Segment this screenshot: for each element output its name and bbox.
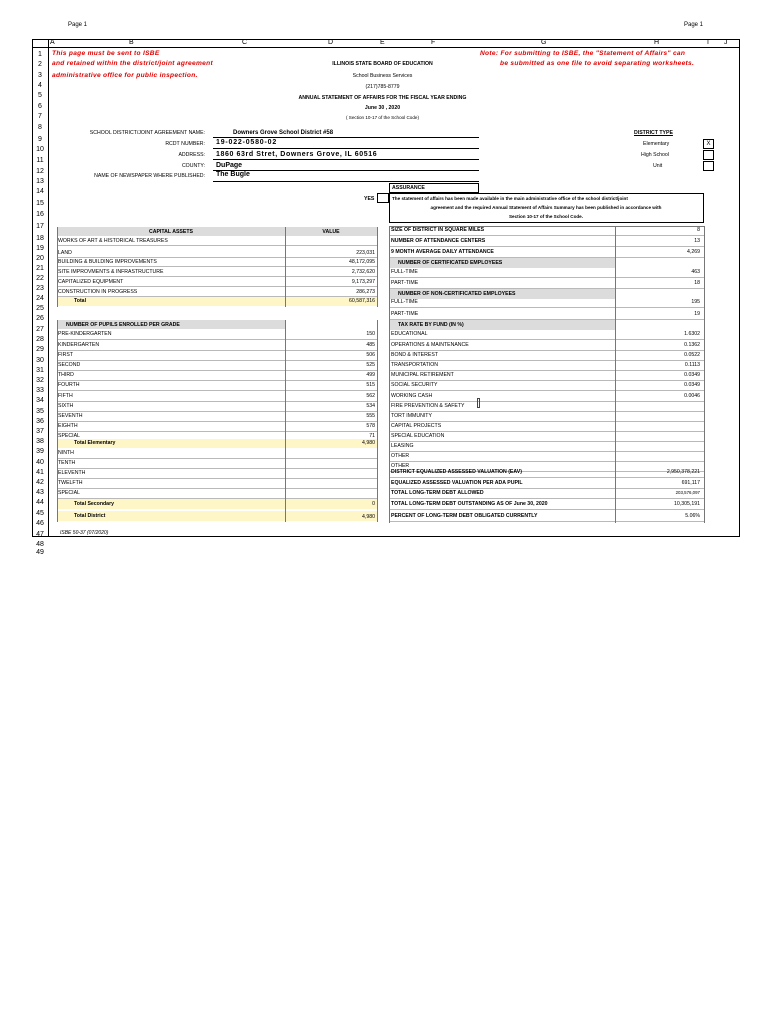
noncert-fulltime-value: 195 xyxy=(691,299,700,305)
assurance-yes-checkbox[interactable] xyxy=(377,193,389,203)
tax-rate: WORKING CASH xyxy=(391,393,433,399)
note-left-2: and retained within the district/joint agreement xyxy=(52,60,213,67)
table-row-divider xyxy=(57,468,377,469)
capital-asset-label: BUILDING & BUILDING IMPROVEMENTS xyxy=(58,259,157,265)
row-number: 39 xyxy=(36,448,44,455)
tax-rate: BOND & INTEREST xyxy=(391,352,438,358)
row-number: 28 xyxy=(36,336,44,343)
district-name: Downers Grove School District #58 xyxy=(233,130,334,136)
row-number: 15 xyxy=(36,200,44,207)
column-divider xyxy=(57,227,58,307)
total-district-label: Total District xyxy=(74,513,106,519)
tax-rate: TRANSPORTATION xyxy=(391,362,438,368)
assurance-yes-label: YES xyxy=(364,196,375,202)
row-number: 14 xyxy=(36,188,44,195)
note-left-3: administrative office for public inspection. xyxy=(52,72,198,79)
column-divider xyxy=(704,226,705,523)
grade-label: SPECIAL xyxy=(58,490,80,496)
row-number: 42 xyxy=(36,479,44,486)
table-row-divider xyxy=(389,451,704,452)
debt-outstanding-value: 10,305,191 xyxy=(674,501,700,507)
fiscal-date: June 30 , 2020 xyxy=(364,105,401,111)
table-row-divider xyxy=(57,390,377,391)
type-unit: Unit xyxy=(653,163,663,169)
row-number: 13 xyxy=(36,178,44,185)
grade-label: SECOND xyxy=(58,362,81,368)
col-a: A xyxy=(50,39,55,46)
page-label-right: Page 1 xyxy=(684,22,704,28)
grade-label: FIFTH xyxy=(58,393,73,399)
noncert-parttime: PART-TIME xyxy=(391,311,419,317)
table-row-divider xyxy=(389,441,704,442)
tax-rate-value: 0.0349 xyxy=(684,382,700,388)
table-row-divider xyxy=(389,235,704,236)
assurance-text-1: The statement of affairs has been made available in the main administrative office of the school district/joint xyxy=(392,196,628,201)
eav-per-pupil-value: 691,117 xyxy=(681,480,700,486)
row-number: 2 xyxy=(38,61,42,68)
tax-rate: OTHER xyxy=(391,463,410,469)
grade-value: 555 xyxy=(366,413,375,419)
note-left-1: This page must be sent to ISBE xyxy=(52,50,160,57)
grade-label: TENTH xyxy=(58,460,76,466)
tax-rate: CAPITAL PROJECTS xyxy=(391,423,442,429)
services-line: School Business Services xyxy=(352,73,413,79)
row-number: 43 xyxy=(36,489,44,496)
tax-rate-value: 0.1362 xyxy=(684,342,700,348)
debt-allowed: TOTAL LONG-TERM DEBT ALLOWED xyxy=(391,490,484,496)
tax-rate-value: 0.0349 xyxy=(684,372,700,378)
grade-value: 150 xyxy=(366,331,375,337)
row-number: 46 xyxy=(36,520,44,527)
district-type-label: DISTRICT TYPE xyxy=(634,130,673,136)
page-label-left: Page 1 xyxy=(68,22,88,28)
col-i: I xyxy=(707,39,709,46)
board-title: ILLINOIS STATE BOARD OF EDUCATION xyxy=(332,61,433,67)
sqmi: SIZE OF DISTRICT IN SQUARE MILES xyxy=(391,227,485,233)
debt-percent: PERCENT OF LONG-TERM DEBT OBLIGATED CURRENTLY xyxy=(391,513,538,519)
capital-asset-label: LAND xyxy=(58,250,72,256)
grade-value: 499 xyxy=(366,372,375,378)
debt-allowed-value: 203,576,097 xyxy=(675,490,700,495)
section-ref: ( Section 10-17 of the School Code) xyxy=(345,115,420,120)
table-row-divider xyxy=(389,461,704,462)
grade-value: 578 xyxy=(366,423,375,429)
column-divider xyxy=(615,226,616,523)
row-number: 18 xyxy=(36,235,44,242)
total-elementary-value: 4,980 xyxy=(362,440,375,446)
district-name-label: SCHOOL DISTRICT/JOINT AGREEMENT NAME: xyxy=(89,130,205,136)
col-e: E xyxy=(380,39,385,46)
grade-label: NINTH xyxy=(58,450,74,456)
capital-assets-header: CAPITAL ASSETS xyxy=(148,229,193,235)
value-header: VALUE xyxy=(322,229,340,235)
debt-outstanding: TOTAL LONG-TERM DEBT OUTSTANDING AS OF June 30, 2020 xyxy=(391,501,548,507)
column-divider xyxy=(285,227,286,307)
row-number: 7 xyxy=(38,113,42,120)
grade-value: 515 xyxy=(366,382,375,388)
centers-value: 13 xyxy=(694,238,700,244)
note-right-2: be submitted as one file to avoid separating worksheets. xyxy=(500,60,695,67)
row-number: 40 xyxy=(36,459,44,466)
table-row-divider xyxy=(389,390,704,391)
row-number: 29 xyxy=(36,346,44,353)
table-row-divider xyxy=(389,339,704,340)
grade-label: FIRST xyxy=(58,352,73,358)
row-number: 19 xyxy=(36,245,44,252)
grade-label: EIGHTH xyxy=(58,423,78,429)
tax-rate-value: 0.0522 xyxy=(684,352,700,358)
row-number: 34 xyxy=(36,397,44,404)
newspaper-label: NAME OF NEWSPAPER WHERE PUBLISHED: xyxy=(94,173,205,179)
row-number: 24 xyxy=(36,295,44,302)
row-number: 22 xyxy=(36,275,44,282)
row-number: 16 xyxy=(36,211,44,218)
row-number: 9 xyxy=(38,136,42,143)
row-number-divider xyxy=(48,39,49,537)
row-number: 37 xyxy=(36,428,44,435)
capital-asset-label: CAPITALIZED EQUIPMENT xyxy=(58,279,124,285)
row-number: 5 xyxy=(38,92,42,99)
col-j: J xyxy=(724,39,728,46)
row-number: 20 xyxy=(36,255,44,262)
grade-label: THIRD xyxy=(58,372,74,378)
table-row-divider xyxy=(57,296,377,297)
county-value: DuPage xyxy=(216,162,243,169)
tax-rate: SPECIAL EDUCATION xyxy=(391,433,445,439)
pupils-header: NUMBER OF PUPILS ENROLLED PER GRADE xyxy=(66,322,180,328)
row-number: 17 xyxy=(36,223,44,230)
form-number: ISBE 50-37 (07/2020) xyxy=(60,530,109,536)
ada: 9 MONTH AVERAGE DAILY ATTENDANCE xyxy=(391,249,494,255)
row-number: 30 xyxy=(36,357,44,364)
cert-parttime: PART-TIME xyxy=(391,280,419,286)
grade-label: ELEVENTH xyxy=(58,470,86,476)
assurance-text-3: Section 10-17 of the School Code. xyxy=(508,214,584,219)
note-right-1: Note: For submitting to ISBE, the "Statement of Affairs" can xyxy=(480,50,686,57)
row-number: 4 xyxy=(38,82,42,89)
grade-value: 562 xyxy=(366,393,375,399)
row-number: 38 xyxy=(36,438,44,445)
row-number: 23 xyxy=(36,285,44,292)
table-row-divider xyxy=(389,521,704,522)
eav-value: 2,950,378,221 xyxy=(666,469,700,475)
row-number: 48 xyxy=(36,541,44,548)
table-row-divider xyxy=(57,276,377,277)
grade-value: 71 xyxy=(369,433,375,439)
table-row-divider xyxy=(57,478,377,479)
table-row-divider xyxy=(57,245,377,246)
row-number: 3 xyxy=(38,72,42,79)
sqmi-value: 8 xyxy=(697,227,700,233)
grade-label: SIXTH xyxy=(58,403,74,409)
county-label: COUNTY: xyxy=(181,163,205,169)
unit-checkbox[interactable] xyxy=(703,161,714,171)
row-number: 6 xyxy=(38,103,42,110)
tax-rate: FIRE PREVENTION & SAFETY xyxy=(391,403,465,409)
eav-per-pupil: EQUALIZED ASSESSED VALUATION PER ADA PUPIL xyxy=(391,480,523,486)
capital-asset-value: 286,273 xyxy=(356,289,375,295)
tax-rate: SOCIAL SECURITY xyxy=(391,382,438,388)
centers: NUMBER OF ATTENDANCE CENTERS xyxy=(391,238,486,244)
table-row-divider xyxy=(389,498,704,499)
capital-asset-label: SITE IMPROVMENTS & INFRASTRUCTURE xyxy=(58,269,164,275)
capital-asset-label: CONSTRUCTION IN PROGRESS xyxy=(58,289,138,295)
tax-rate-value: 1.6302 xyxy=(684,331,700,337)
elementary-checkbox[interactable]: X xyxy=(703,139,714,149)
column-divider xyxy=(57,320,58,522)
assurance-label: ASSURANCE xyxy=(392,185,425,191)
row-number: 41 xyxy=(36,469,44,476)
grade-value: 506 xyxy=(366,352,375,358)
col-c: C xyxy=(242,39,248,46)
rcdt-label: RCDT NUMBER: xyxy=(165,141,205,147)
tax-rate: OTHER xyxy=(391,453,410,459)
grade-value: 485 xyxy=(366,342,375,348)
tax-rate: TORT IMMUNITY xyxy=(391,413,432,419)
table-top-border xyxy=(389,226,704,227)
newspaper-value: The Bugle xyxy=(216,171,250,178)
grade-value: 525 xyxy=(366,362,375,368)
cert-parttime-value: 18 xyxy=(694,280,700,286)
tax-rate: MUNICIPAL RETIREMENT xyxy=(391,372,454,378)
district-address: 1860 63rd Stret, Downers Grove, IL 60516 xyxy=(216,151,378,158)
col-f: F xyxy=(431,39,436,46)
row-number: 27 xyxy=(36,326,44,333)
row-number: 45 xyxy=(36,510,44,517)
column-header-bar xyxy=(32,39,740,48)
total-secondary-label: Total Secondary xyxy=(74,501,114,507)
ada-value: 4,269 xyxy=(687,249,700,255)
table-row-divider xyxy=(57,266,377,267)
type-elementary: Elementary xyxy=(643,141,670,147)
row-number: 32 xyxy=(36,377,44,384)
table-row-divider xyxy=(389,477,704,478)
row-number: 47 xyxy=(36,531,44,538)
row-number: 35 xyxy=(36,408,44,415)
tax-rate: OPERATIONS & MAINTENANCE xyxy=(391,342,469,348)
row-number: 1 xyxy=(38,51,42,58)
table-row-divider xyxy=(57,488,377,489)
capital-asset-label: WORKS OF ART & HISTORICAL TREASURES xyxy=(58,238,168,244)
capital-total-label: Total xyxy=(74,298,87,304)
table-row-divider xyxy=(389,277,704,278)
tax-rate-value: 0.1113 xyxy=(684,362,700,368)
column-divider xyxy=(377,227,378,307)
noncert-parttime-value: 19 xyxy=(694,311,700,317)
table-row-divider xyxy=(57,458,377,459)
col-b: B xyxy=(129,39,134,46)
table-row-divider xyxy=(389,411,704,412)
capital-total-value: 60,587,316 xyxy=(349,298,375,304)
address-label: ADDRESS: xyxy=(178,152,205,158)
grade-label: PRE-KINDERGARTEN xyxy=(58,331,112,337)
table-row-divider xyxy=(389,246,704,247)
col-g: G xyxy=(541,39,547,46)
row-number: 21 xyxy=(36,265,44,272)
fire-prevention-marker xyxy=(477,398,480,408)
high-school-checkbox[interactable] xyxy=(703,150,714,160)
row-number: 31 xyxy=(36,367,44,374)
total-secondary-value: 0 xyxy=(372,501,375,507)
total-elementary-label: Total Elementary xyxy=(74,440,116,446)
row-number: 49 xyxy=(36,549,44,556)
col-h: H xyxy=(654,39,660,46)
total-district-value: 4,980 xyxy=(362,514,375,520)
grade-label: SEVENTH xyxy=(58,413,83,419)
row-number: 36 xyxy=(36,418,44,425)
phone-line: (217)785-8779 xyxy=(365,84,400,90)
noncert-header: NUMBER OF NON-CERTIFICATED EMPLOYEES xyxy=(398,291,516,297)
eav: DISTRICT EQUALIZED ASSESSED VALUATION (EAV) xyxy=(391,469,522,475)
rcdt-number: 19-022-0580-02 xyxy=(216,139,278,146)
row-number: 33 xyxy=(36,387,44,394)
grade-value: 534 xyxy=(366,403,375,409)
column-divider xyxy=(389,226,390,523)
col-d: D xyxy=(328,39,334,46)
cert-header: NUMBER OF CERTIFICATED EMPLOYEES xyxy=(398,260,503,266)
tax-rate-value: 0.0046 xyxy=(684,393,700,399)
capital-asset-value: 2,732,620 xyxy=(351,269,375,275)
column-divider xyxy=(377,320,378,522)
type-high-school: High School xyxy=(641,152,669,158)
table-row-divider xyxy=(57,339,377,340)
row-number: 10 xyxy=(36,146,44,153)
cert-fulltime-value: 463 xyxy=(691,269,700,275)
grade-label: FOURTH xyxy=(58,382,80,388)
grade-label: SPECIAL xyxy=(58,433,80,439)
row-number: 26 xyxy=(36,315,44,322)
capital-asset-value: 9,173,297 xyxy=(351,279,375,285)
debt-percent-value: 5.06% xyxy=(685,513,700,519)
capital-asset-value: 223,031 xyxy=(356,250,375,256)
cert-fulltime: FULL-TIME xyxy=(391,269,418,275)
row-number: 12 xyxy=(36,168,44,175)
statement-title: ANNUAL STATEMENT OF AFFAIRS FOR THE FISCAL YEAR ENDING xyxy=(298,95,467,101)
table-row-divider xyxy=(389,307,704,308)
row-number: 8 xyxy=(38,124,42,131)
table-row-divider xyxy=(389,509,704,510)
tax-header: TAX RATE BY FUND (IN %) xyxy=(398,322,464,328)
row-number: 11 xyxy=(36,157,44,164)
table-row-divider xyxy=(57,286,377,287)
capital-asset-value: 48,172,095 xyxy=(349,259,375,265)
row-number: 25 xyxy=(36,305,44,312)
grade-label: TWELFTH xyxy=(58,480,83,486)
grade-label: KINDERGARTEN xyxy=(58,342,100,348)
tax-rate: EDUCATIONAL xyxy=(391,331,428,337)
assurance-text-2: agreement and the required Annual Statement of Affairs Summary has been published in accordance with xyxy=(430,205,662,210)
noncert-fulltime: FULL-TIME xyxy=(391,299,418,305)
tax-rate: LEASING xyxy=(391,443,414,449)
row-number: 44 xyxy=(36,499,44,506)
column-divider xyxy=(285,320,286,522)
